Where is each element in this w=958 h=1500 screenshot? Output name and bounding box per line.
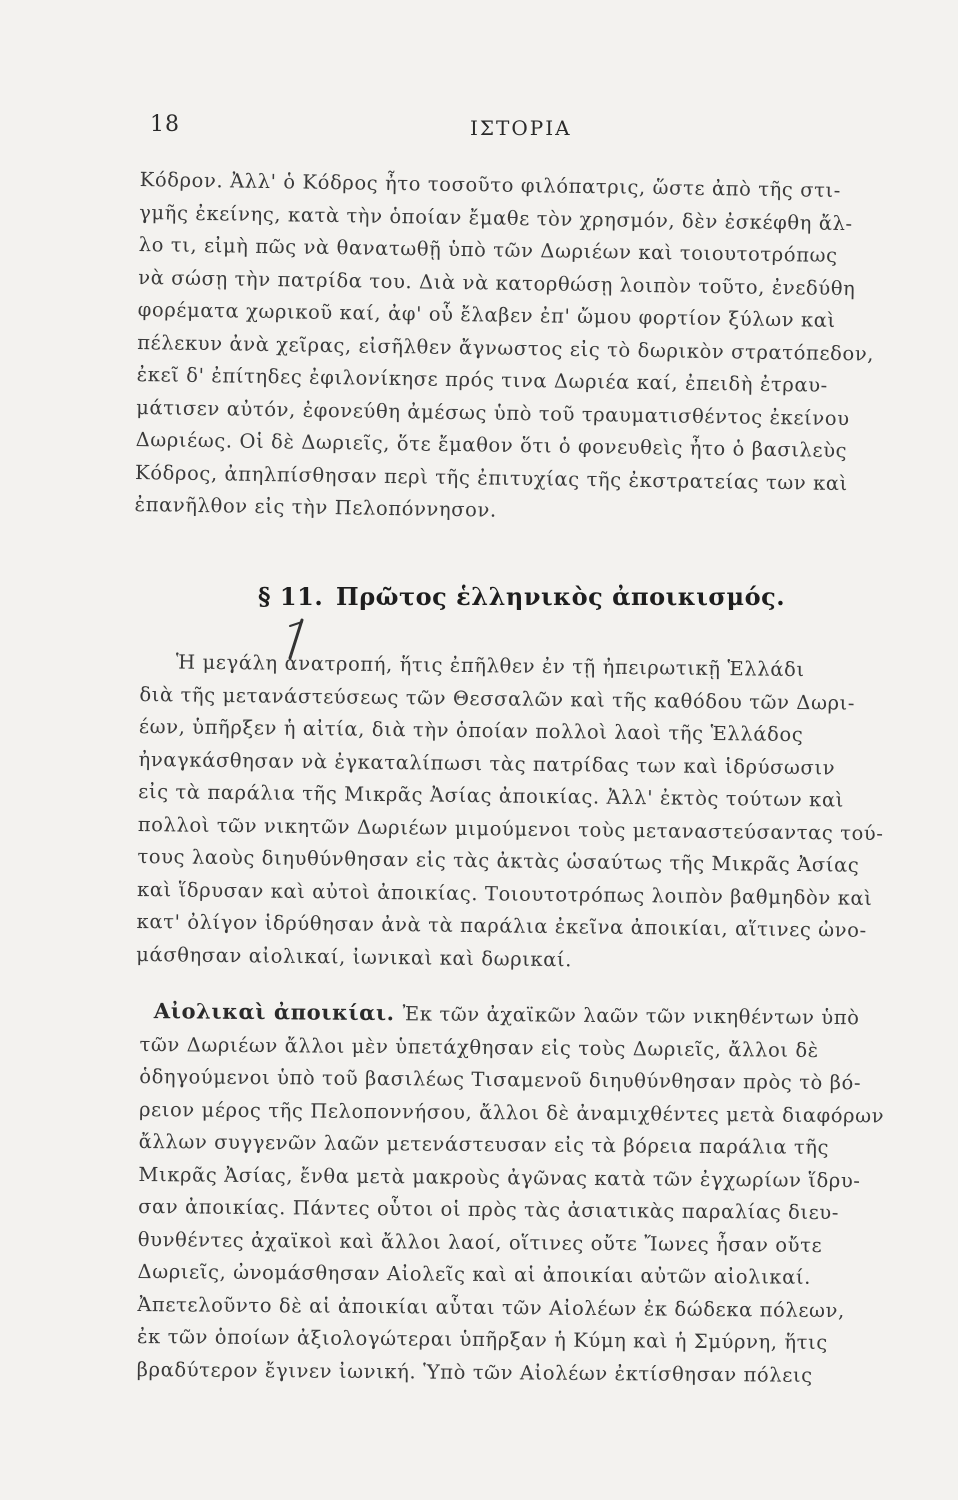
section-heading [258,582,818,611]
text-line: Δωριέως. Οἱ δὲ Δωριεῖς, ὅτε ἔμαθον ὅτι ὁ φονευθεὶς ἦτο ὁ βασιλεὺς [135,427,848,463]
text-line: ὁδηγούμενοι ὑπὸ τοῦ βασιλέως Τισαμενοῦ διηυθύνθησαν πρὸς τὸ βό- [139,1064,862,1095]
text-line: ἐκ τῶν ὁποίων ἀξιολογώτεραι ὑπῆρξαν ἡ Κύμη καὶ ἡ Σμύρνη, ἥτις [136,1324,828,1355]
text-line: ἐκεῖ δ' ἐπίτηδες ἐφιλονίκησε πρός τινα Δωριέα καί, ἐπειδὴ ἐτραυ- [136,362,829,397]
page-number: 18 [150,112,180,137]
text-line: Ἀπετελοῦντο δὲ αἱ ἀποικίαι αὗται τῶν Αἰολέων ἐκ δώδεκα πόλεων, [137,1292,845,1322]
text-line: μάσθησαν αἰολικαί, ἰωνικαὶ καὶ δωρικαί. [136,942,573,971]
text-line: πέλεκυν ἀνὰ χεῖρας, εἰσῆλθεν ἄγνωστος εἰς τὸ δωρικὸν στρατόπεδον, [137,330,875,366]
section-symbol: § [258,582,272,611]
section-number: 11. [279,582,324,611]
text-line: τῶν Δωριέων ἄλλοι μὲν ὑπετάχθησαν εἰς τοὺς Δωριεῖς, ἄλλοι δὲ [139,1032,819,1062]
text-line: εἰς τὰ παράλια τῆς Μικρᾶς Ἀσίας ἀποικίας. Ἀλλ' ἐκτὸς τούτων καὶ [138,779,845,812]
text-line: ἐπανῆλθον εἰς τὴν Πελοπόννησον. [134,492,497,522]
text-line: ρειον μέρος τῆς Πελοποννήσου, ἄλλοι δὲ ἀναμιχθέντες μετὰ διαφόρων [138,1097,885,1127]
text-line: Ἡ μεγάλη ἀνατροπή, ἥτις ἐπῆλθεν ἐν τῇ ἠπειρωτικῇ Ἑλλάδι [175,650,805,682]
text-line: καὶ ἵδρυσαν καὶ αὐτοὶ ἀποικίας. Τοιουτοτρόπως λοιπὸν βαθμηδὸν καὶ [136,877,873,910]
text-line: ἄλλων συγγενῶν λαῶν μετενάστευσαν εἰς τὰ βόρεια παράλια τῆς [138,1129,830,1160]
text-line: Δωριεῖς, ὠνομάσθησαν Αἰολεῖς καὶ αἱ ἀποικίαι αὐτῶν αἰολικαί. [137,1259,812,1289]
text-line: πολλοὶ τῶν νικητῶν Δωριέων μιμούμενοι τοὺς μεταναστεύσαντας τού- [137,812,884,845]
text-line: Κόδρος, ἀπηλπίσθησαν περὶ τῆς ἐπιτυχίας τῆς ἐκστρατείας των καὶ [134,460,849,495]
paragraph-kodros [134,164,900,533]
text-line: λο τι, εἰμὴ πῶς νὰ θανατωθῇ ὑπὸ τῶν Δωριέων καὶ τοιουτοτρόπως [138,232,838,267]
text-line: ἠναγκάσθησαν νὰ ἐγκαταλίπωσι τὰς πατρίδας των καὶ ἱδρύσωσιν [138,747,836,780]
side-label: Αἰολικαὶ ἀποικίαι. [153,998,395,1026]
text-line: μάτισεν αὐτόν, ἐφονεύθη ἀμέσως ὑπὸ τοῦ τραυματισθέντος ἐκείνου [136,395,850,430]
text-line: βραδύτερον ἔγινεν ἰωνική. Ὑπὸ τῶν Αἰολέων ἐκτίσθησαν πόλεις [136,1357,813,1387]
text-line: θυνθέντες ἀχαϊκοὶ καὶ ἄλλοι λαοί, οἵτινες οὔτε Ἴωνες ἦσαν οὔτε [137,1227,823,1257]
text-line: νὰ σώσῃ τὴν πατρίδα του. Διὰ νὰ κατορθώσῃ λοιπὸν τοῦτο, ἐνεδύθη [138,265,856,300]
paragraph-colonization [136,646,900,980]
line-text: Ἐκ τῶν ἀχαϊκῶν λαῶν τῶν νικηθέντων ὑπὸ [402,1002,860,1030]
text-line: έων, ὑπῆρξεν ἡ αἰτία, διὰ τὴν ὁποίαν πολλοὶ λαοὶ τῆς Ἑλλάδος [138,714,804,747]
text-line: Μικρᾶς Ἀσίας, ἔνθα μετὰ μακροὺς ἀγῶνας κατὰ τῶν ἐγχωρίων ἵδρυ- [138,1162,861,1192]
section-title: Πρῶτος ἑλληνικὸς ἀποικισμός. [336,582,786,611]
paragraph-aeolian-colonies [137,995,900,1393]
text-line: γμῆς ἐκείνης, κατὰ τὴν ὁποίαν ἔμαθε τὸν χρησμόν, δὲν ἐσκέφθη ἄλ- [139,200,853,235]
page-header [150,112,890,152]
text-line: διὰ τῆς μετανάστεύσεως τῶν Θεσσαλῶν καὶ τῆς καθόδου τῶν Δωρι- [139,682,856,715]
text-line: φορέματα χωρικοῦ καί, ἀφ' οὗ ἔλαβεν ἐπ' ὤμου φορτίον ξύλων καὶ [137,297,836,332]
running-title: ΙΣΤΟΡΙΑ [470,116,572,140]
text-line: κατ' ὀλίγον ἱδρύθησαν ἀνὰ τὰ παράλια ἐκεῖνα ἀποικίαι, αἵτινες ὠνο- [136,909,867,942]
text-line: τους λαοὺς διηυθύνθησαν εἰς τὰς ἀκτὰς ὡσαύτως τῆς Μικρᾶς Ἀσίας [137,844,860,877]
text-line: Κόδρον. Ἀλλ' ὁ Κόδρος ἦτο τοσοῦτο φιλόπατρις, ὥστε ἀπὸ τῆς στι- [139,167,842,203]
text-line: σαν ἀποικίας. Πάντες οὗτοι οἱ πρὸς τὰς ἀσιατικὰς παραλίας διευ- [138,1194,840,1225]
